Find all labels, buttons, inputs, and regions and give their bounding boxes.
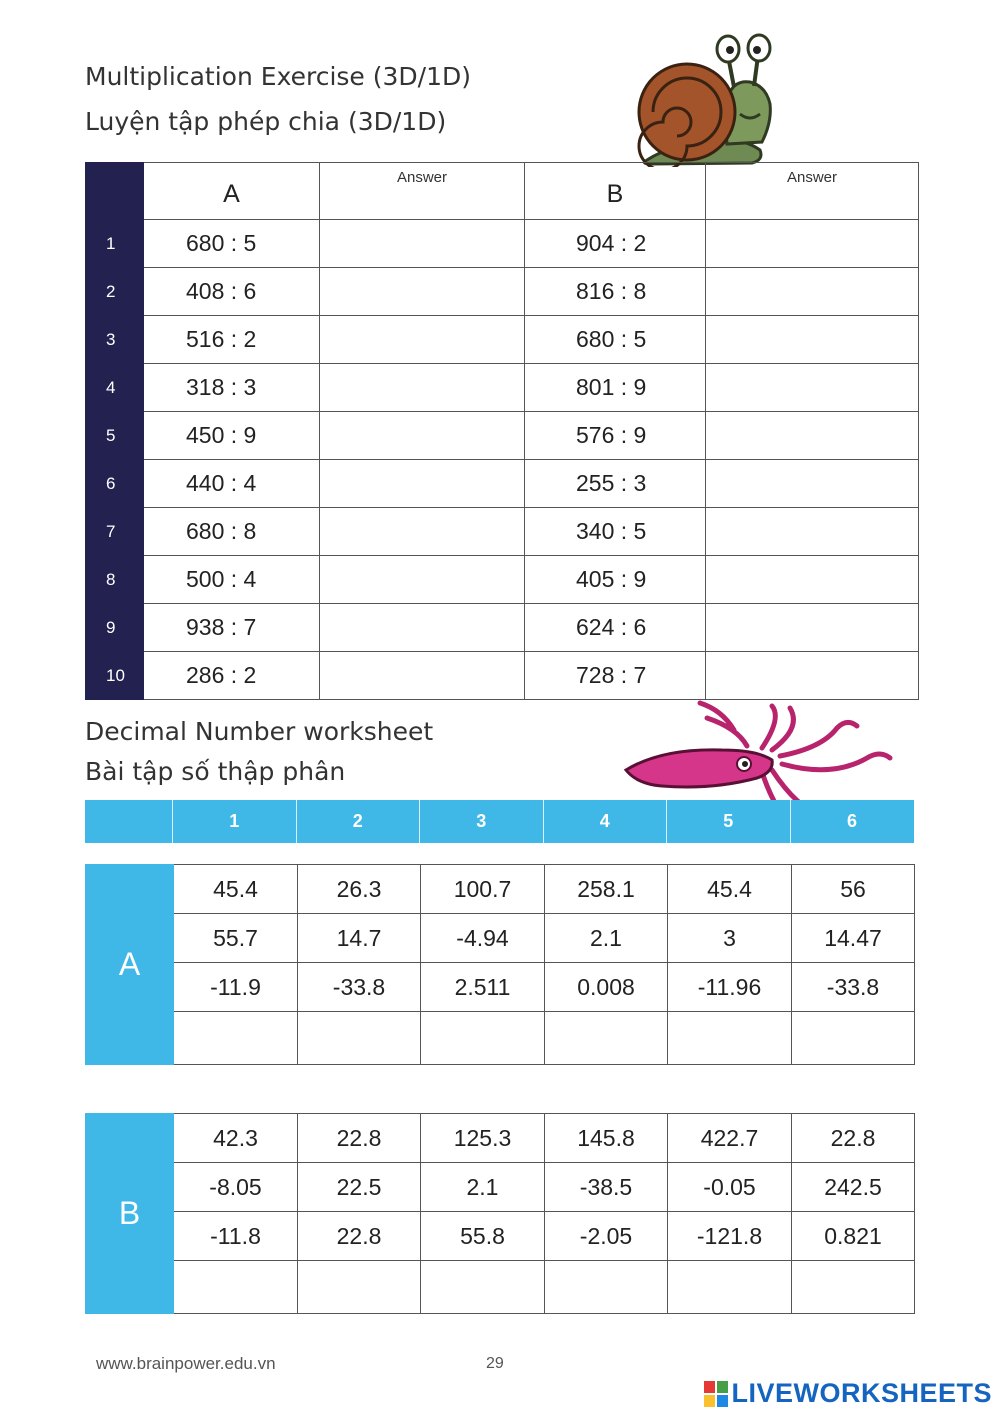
row-number: 3 [86, 316, 144, 364]
problem-b: 576 : 9 [525, 412, 706, 460]
column-a-header: A [144, 163, 320, 220]
table-row [86, 1012, 915, 1065]
decimal-value-cell: 22.8 [792, 1114, 915, 1163]
problem-b: 405 : 9 [525, 556, 706, 604]
answer-field[interactable] [174, 1012, 298, 1065]
table-row [86, 412, 919, 460]
row-number: 10 [86, 652, 144, 700]
decimal-value-cell: -8.05 [174, 1163, 298, 1212]
problem-b: 255 : 3 [525, 460, 706, 508]
answer-b-field[interactable] [706, 508, 919, 556]
liveworksheets-logo [703, 1378, 992, 1409]
answer-field[interactable] [792, 1012, 915, 1065]
decimal-value-cell: 22.8 [298, 1212, 421, 1261]
answer-field[interactable] [421, 1012, 545, 1065]
multiplication-title-vi: Luyện tập phép chia (3D/1D) [85, 107, 447, 136]
decimal-value-cell: 55.7 [174, 914, 298, 963]
answer-a-field[interactable] [320, 220, 525, 268]
answer-a-field[interactable] [320, 604, 525, 652]
answer-field[interactable] [174, 1261, 298, 1314]
answer-field[interactable] [792, 1261, 915, 1314]
answer-b-header: Answer [706, 163, 919, 220]
answer-b-field[interactable] [706, 412, 919, 460]
answer-a-field[interactable] [320, 268, 525, 316]
decimal-column-header-bar [85, 800, 914, 843]
row-number: 5 [86, 412, 144, 460]
answer-b-field[interactable] [706, 652, 919, 700]
answer-a-field[interactable] [320, 412, 525, 460]
decimal-value-cell: 242.5 [792, 1163, 915, 1212]
decimal-value-cell: 2.1 [545, 914, 668, 963]
decimal-column-header: 5 [667, 800, 791, 843]
table-header-row [86, 163, 919, 220]
table-row [86, 364, 919, 412]
table-row [86, 865, 915, 914]
answer-field[interactable] [668, 1012, 792, 1065]
problem-a: 440 : 4 [144, 460, 320, 508]
decimal-table-a [85, 864, 915, 1065]
answer-b-field[interactable] [706, 268, 919, 316]
table-row [86, 604, 919, 652]
decimal-value-cell: 3 [668, 914, 792, 963]
table-row [86, 556, 919, 604]
decimal-value-cell: -2.05 [545, 1212, 668, 1261]
answer-b-field[interactable] [706, 556, 919, 604]
multiplication-table [85, 162, 919, 700]
answer-b-field[interactable] [706, 316, 919, 364]
answer-b-field[interactable] [706, 364, 919, 412]
table-row [86, 1114, 915, 1163]
decimal-value-cell: 14.47 [792, 914, 915, 963]
decimal-column-header: 1 [173, 800, 297, 843]
answer-field[interactable] [298, 1012, 421, 1065]
problem-a: 516 : 2 [144, 316, 320, 364]
table-row [86, 1261, 915, 1314]
row-number: 1 [86, 220, 144, 268]
decimal-value-cell: 56 [792, 865, 915, 914]
index-header-cell [86, 163, 144, 220]
table-row [86, 220, 919, 268]
decimal-column-header: 2 [297, 800, 421, 843]
footer-website: www.brainpower.edu.vn [96, 1354, 276, 1373]
answer-field[interactable] [298, 1261, 421, 1314]
decimal-value-cell: -11.96 [668, 963, 792, 1012]
decimal-value-cell: -33.8 [792, 963, 915, 1012]
decimal-value-cell: 22.8 [298, 1114, 421, 1163]
answer-a-field[interactable] [320, 508, 525, 556]
group-label: B [86, 1114, 174, 1314]
snail-illustration [632, 32, 780, 167]
row-number: 4 [86, 364, 144, 412]
table-row [86, 316, 919, 364]
decimal-value-cell: 45.4 [174, 865, 298, 914]
problem-a: 680 : 5 [144, 220, 320, 268]
decimal-value-cell: 42.3 [174, 1114, 298, 1163]
answer-field[interactable] [545, 1012, 668, 1065]
row-number: 7 [86, 508, 144, 556]
problem-b: 816 : 8 [525, 268, 706, 316]
answer-b-field[interactable] [706, 460, 919, 508]
decimal-value-cell: -4.94 [421, 914, 545, 963]
multiplication-title-en: Multiplication Exercise (3D/1D) [85, 62, 471, 91]
answer-field[interactable] [421, 1261, 545, 1314]
row-number: 2 [86, 268, 144, 316]
problem-b: 680 : 5 [525, 316, 706, 364]
decimal-value-cell: 2.511 [421, 963, 545, 1012]
row-number: 6 [86, 460, 144, 508]
table-row [86, 652, 919, 700]
answer-field[interactable] [668, 1261, 792, 1314]
problem-a: 318 : 3 [144, 364, 320, 412]
decimal-value-cell: 422.7 [668, 1114, 792, 1163]
row-number: 8 [86, 556, 144, 604]
answer-b-field[interactable] [706, 220, 919, 268]
answer-a-field[interactable] [320, 460, 525, 508]
decimal-value-cell: 45.4 [668, 865, 792, 914]
decimal-value-cell: 0.008 [545, 963, 668, 1012]
decimal-table-b [85, 1113, 915, 1314]
problem-a: 286 : 2 [144, 652, 320, 700]
answer-a-field[interactable] [320, 316, 525, 364]
problem-a: 408 : 6 [144, 268, 320, 316]
decimal-corner-cell [85, 800, 173, 843]
problem-a: 680 : 8 [144, 508, 320, 556]
decimal-value-cell: 14.7 [298, 914, 421, 963]
decimal-column-header: 4 [544, 800, 668, 843]
answer-field[interactable] [545, 1261, 668, 1314]
decimal-value-cell: 125.3 [421, 1114, 545, 1163]
decimal-value-cell: 145.8 [545, 1114, 668, 1163]
table-row [86, 1163, 915, 1212]
answer-a-field[interactable] [320, 364, 525, 412]
decimal-value-cell: 55.8 [421, 1212, 545, 1261]
decimal-value-cell: -121.8 [668, 1212, 792, 1261]
decimal-value-cell: 26.3 [298, 865, 421, 914]
table-row [86, 914, 915, 963]
problem-b: 801 : 9 [525, 364, 706, 412]
decimal-column-header: 6 [846, 811, 857, 831]
decimal-value-cell: 0.821 [792, 1212, 915, 1261]
table-row [86, 1212, 915, 1261]
group-label: A [86, 865, 174, 1065]
decimal-value-cell: -38.5 [545, 1163, 668, 1212]
decimal-value-cell: -0.05 [668, 1163, 792, 1212]
problem-b: 340 : 5 [525, 508, 706, 556]
problem-b: 624 : 6 [525, 604, 706, 652]
decimal-value-cell: 258.1 [545, 865, 668, 914]
decimal-value-cell: 2.1 [421, 1163, 545, 1212]
decimal-value-cell: -33.8 [298, 963, 421, 1012]
column-b-header: B [525, 163, 706, 220]
page-number: 29 [486, 1355, 504, 1372]
problem-b: 728 : 7 [525, 652, 706, 700]
problem-a: 938 : 7 [144, 604, 320, 652]
answer-a-header: Answer [320, 163, 525, 220]
decimal-title-vi: Bài tập số thập phân [85, 757, 346, 786]
table-row [86, 268, 919, 316]
row-number: 9 [86, 604, 144, 652]
problem-a: 500 : 4 [144, 556, 320, 604]
table-row [86, 460, 919, 508]
liveworksheets-logo-icon [703, 1380, 729, 1408]
decimal-value-cell: 22.5 [298, 1163, 421, 1212]
problem-a: 450 : 9 [144, 412, 320, 460]
table-row [86, 508, 919, 556]
answer-b-field[interactable] [706, 604, 919, 652]
decimal-value-cell: 100.7 [421, 865, 545, 914]
problem-b: 904 : 2 [525, 220, 706, 268]
answer-a-field[interactable] [320, 652, 525, 700]
decimal-title-en: Decimal Number worksheet [85, 717, 434, 746]
liveworksheets-brand: LIVEWORKSHEETS [731, 1378, 992, 1408]
table-row [86, 963, 915, 1012]
answer-a-field[interactable] [320, 556, 525, 604]
decimal-column-header: 3 [420, 800, 544, 843]
decimal-value-cell: -11.9 [174, 963, 298, 1012]
decimal-value-cell: -11.8 [174, 1212, 298, 1261]
